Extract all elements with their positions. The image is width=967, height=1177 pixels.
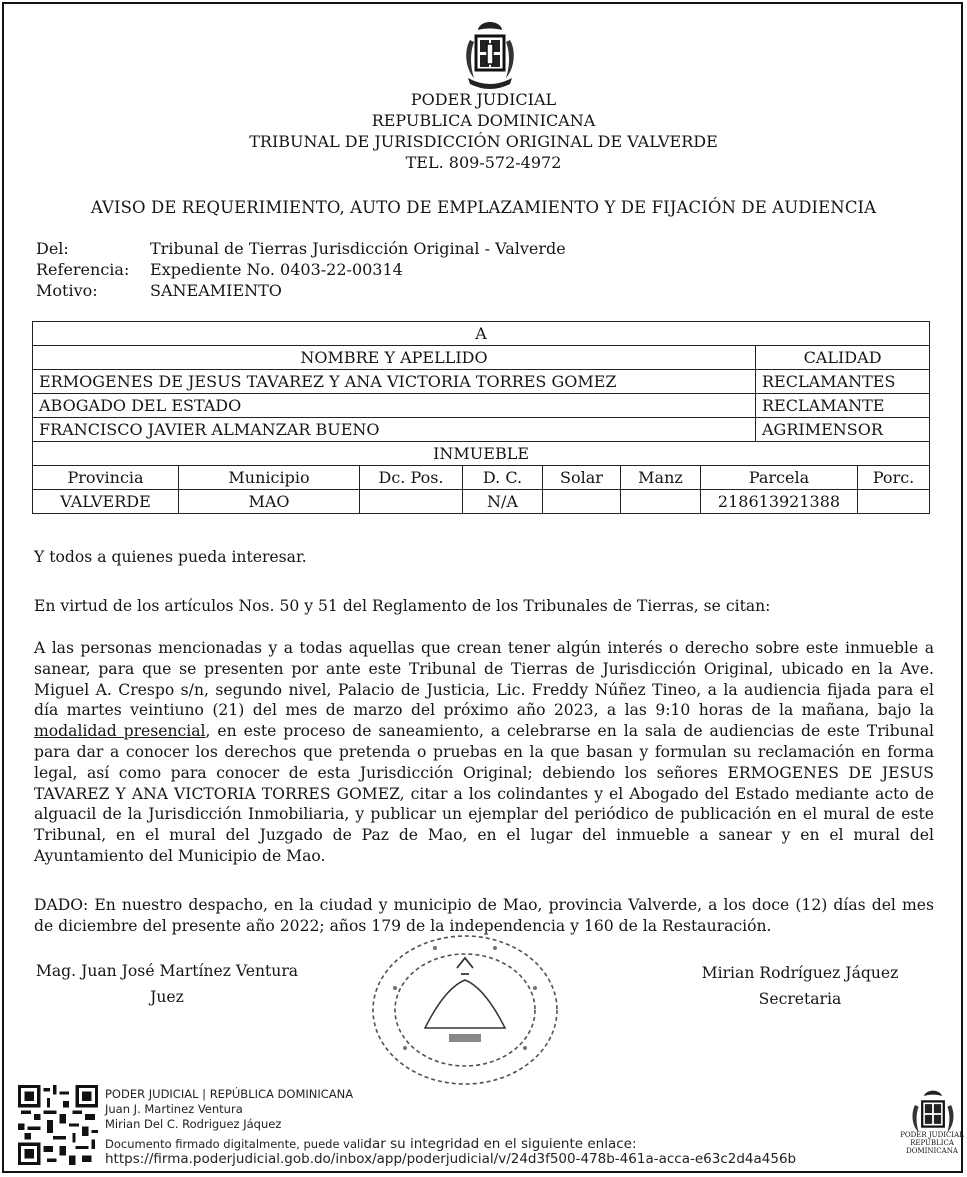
- paragraph-dado: DADO: En nuestro despacho, en la ciudad y municipio de Mao, provincia Valverde, a los doce (12) días del mes de diciembre del presente año 2022; años 179 de la independencia y 160 de la Restauración.: [34, 896, 934, 935]
- table-header-row: [33, 346, 930, 370]
- judge-title: Juez: [150, 988, 184, 1006]
- col-municipio: Municipio: [179, 466, 360, 490]
- secretary-signature-block: [665, 960, 935, 1012]
- party-name: FRANCISCO JAVIER ALMANZAR BUENO: [33, 418, 756, 442]
- party-calidad: RECLAMANTES: [756, 370, 930, 394]
- footer-signer-secretary: Mirian Del C. Rodriguez Jáquez: [105, 1117, 282, 1131]
- col-parcela: Parcela: [701, 466, 858, 490]
- header-tribunal: TRIBUNAL DE JURISDICCIÓN ORIGINAL DE VALVERDE: [249, 132, 718, 151]
- header-a: A: [33, 322, 930, 346]
- party-calidad: AGRIMENSOR: [756, 418, 930, 442]
- footer-verify-note: [105, 1133, 637, 1152]
- col-provincia: Provincia: [33, 466, 179, 490]
- val-municipio: MAO: [179, 490, 360, 514]
- secretary-title: Secretaria: [758, 990, 842, 1008]
- val-provincia: VALVERDE: [33, 490, 179, 514]
- meta-block: [0, 238, 967, 308]
- document-title: AVISO DE REQUERIMIENTO, AUTO DE EMPLAZAMIENTO Y DE FIJACIÓN DE AUDIENCIA: [90, 198, 877, 217]
- header-telephone: TEL. 809-572-4972: [405, 153, 562, 172]
- footer-institution: PODER JUDICIAL | REPÚBLICA DOMINICANA: [105, 1087, 354, 1101]
- party-name: ABOGADO DEL ESTADO: [33, 394, 756, 418]
- header-republica: REPUBLICA DOMINICANA: [371, 111, 596, 130]
- paragraph-articles: En virtud de los artículos Nos. 50 y 51 del Reglamento de los Tribunales de Tierras, se citan:: [34, 597, 771, 615]
- table-row: [33, 418, 930, 442]
- del-value: Tribunal de Tierras Jurisdicción Original - Valverde: [150, 239, 566, 258]
- modalidad-presencial: modalidad presencial: [34, 722, 206, 741]
- col-porc: Porc.: [858, 466, 930, 490]
- property-values-row: [33, 490, 930, 514]
- footer-verify-b: dar su integridad en el siguiente enlace:: [363, 1136, 637, 1152]
- citation-text-a: A las personas mencionadas y a todas aquellas que crean tener algún interés o derecho sobre este inmueble a sanear, para que se presenten por ante este Tribunal de Tierras de Jurisdicción Original, ubicado en la Ave. Miguel A. Crespo s/n, segundo nivel, Palacio de Justicia, Lic. Freddy Núñez Tineo, a la audiencia fijada para el día martes veintiuno (21) del mes de marzo del próximo año 2023, a las 9:10 horas de la mañana, bajo la: [34, 639, 934, 720]
- party-name: ERMOGENES DE JESUS TAVAREZ Y ANA VICTORIA TORRES GOMEZ: [33, 370, 756, 394]
- verification-qr-code: [18, 1085, 98, 1165]
- judge-name: Mag. Juan José Martínez Ventura: [35, 962, 299, 980]
- judge-signature-block: [22, 958, 312, 1010]
- motivo-value: SANEAMIENTO: [150, 281, 282, 300]
- col-dc: D. C.: [463, 466, 543, 490]
- table-row: [33, 370, 930, 394]
- footer-verify-link[interactable]: https://firma.poderjudicial.gob.do/inbox/app/poderjudicial/v/24d3f500-478b-461a-acca-e63c2d4a456b: [105, 1151, 797, 1167]
- paragraph-intro: Y todos a quienes pueda interesar.: [34, 548, 307, 566]
- table-header-a-row: [33, 322, 930, 346]
- referencia-label: Referencia:: [36, 260, 130, 279]
- logo-caption: PODER JUDICIAL REPÚBLICA DOMINICANA: [900, 1131, 964, 1155]
- col-manz: Manz: [621, 466, 701, 490]
- header-nombre: NOMBRE Y APELLIDO: [33, 346, 756, 370]
- val-manz: [621, 490, 701, 514]
- official-seal-stamp: [365, 928, 565, 1088]
- referencia-value: Expediente No. 0403-22-00314: [150, 260, 403, 279]
- val-dc: N/A: [463, 490, 543, 514]
- property-columns-row: [33, 466, 930, 490]
- footer-signer-judge: Juan J. Martinez Ventura: [105, 1102, 243, 1116]
- val-parcela: 218613921388: [701, 490, 858, 514]
- header-poder-judicial: PODER JUDICIAL: [410, 90, 557, 109]
- val-solar: [543, 490, 621, 514]
- inmueble-header-row: [33, 442, 930, 466]
- motivo-label: Motivo:: [36, 281, 98, 300]
- table-row: [33, 394, 930, 418]
- citation-text-b: , en este proceso de saneamiento, a celebrarse en la sala de audiencias de este Tribunal para dar a conocer los derechos que pretenda o pruebas en la que basan y formulan su reclamación en forma legal, así como para conocer de esta Jurisdicción Original; debiendo los señores ERMOGENES DE JESUS TAVAREZ Y ANA VICTORIA TORRES GOMEZ, citar a los colindantes y el Abogado del Estado mediante acto de alguacil de la Jurisdicción Inmobiliaria, y publicar un ejemplar del periódico de publicación en el mural de este Tribunal, en el mural del Juzgado de Paz de Mao, en el lugar del inmueble a sanear y en el mural del Ayuntamiento del Municipio de Mao.: [34, 722, 934, 865]
- parties-property-table: [32, 321, 930, 514]
- del-label: Del:: [36, 239, 69, 258]
- val-dc-pos: [360, 490, 463, 514]
- paragraph-citation: [34, 638, 934, 867]
- col-dc-pos: Dc. Pos.: [360, 466, 463, 490]
- coat-of-arms-emblem: [460, 18, 520, 90]
- secretary-name: Mirian Rodríguez Jáquez: [701, 964, 899, 982]
- header-inmueble: INMUEBLE: [33, 442, 930, 466]
- col-solar: Solar: [543, 466, 621, 490]
- val-porc: [858, 490, 930, 514]
- party-calidad: RECLAMANTE: [756, 394, 930, 418]
- footer-verify-a: Documento firmado digitalmente, puede vali: [105, 1137, 364, 1151]
- header-calidad: CALIDAD: [756, 346, 930, 370]
